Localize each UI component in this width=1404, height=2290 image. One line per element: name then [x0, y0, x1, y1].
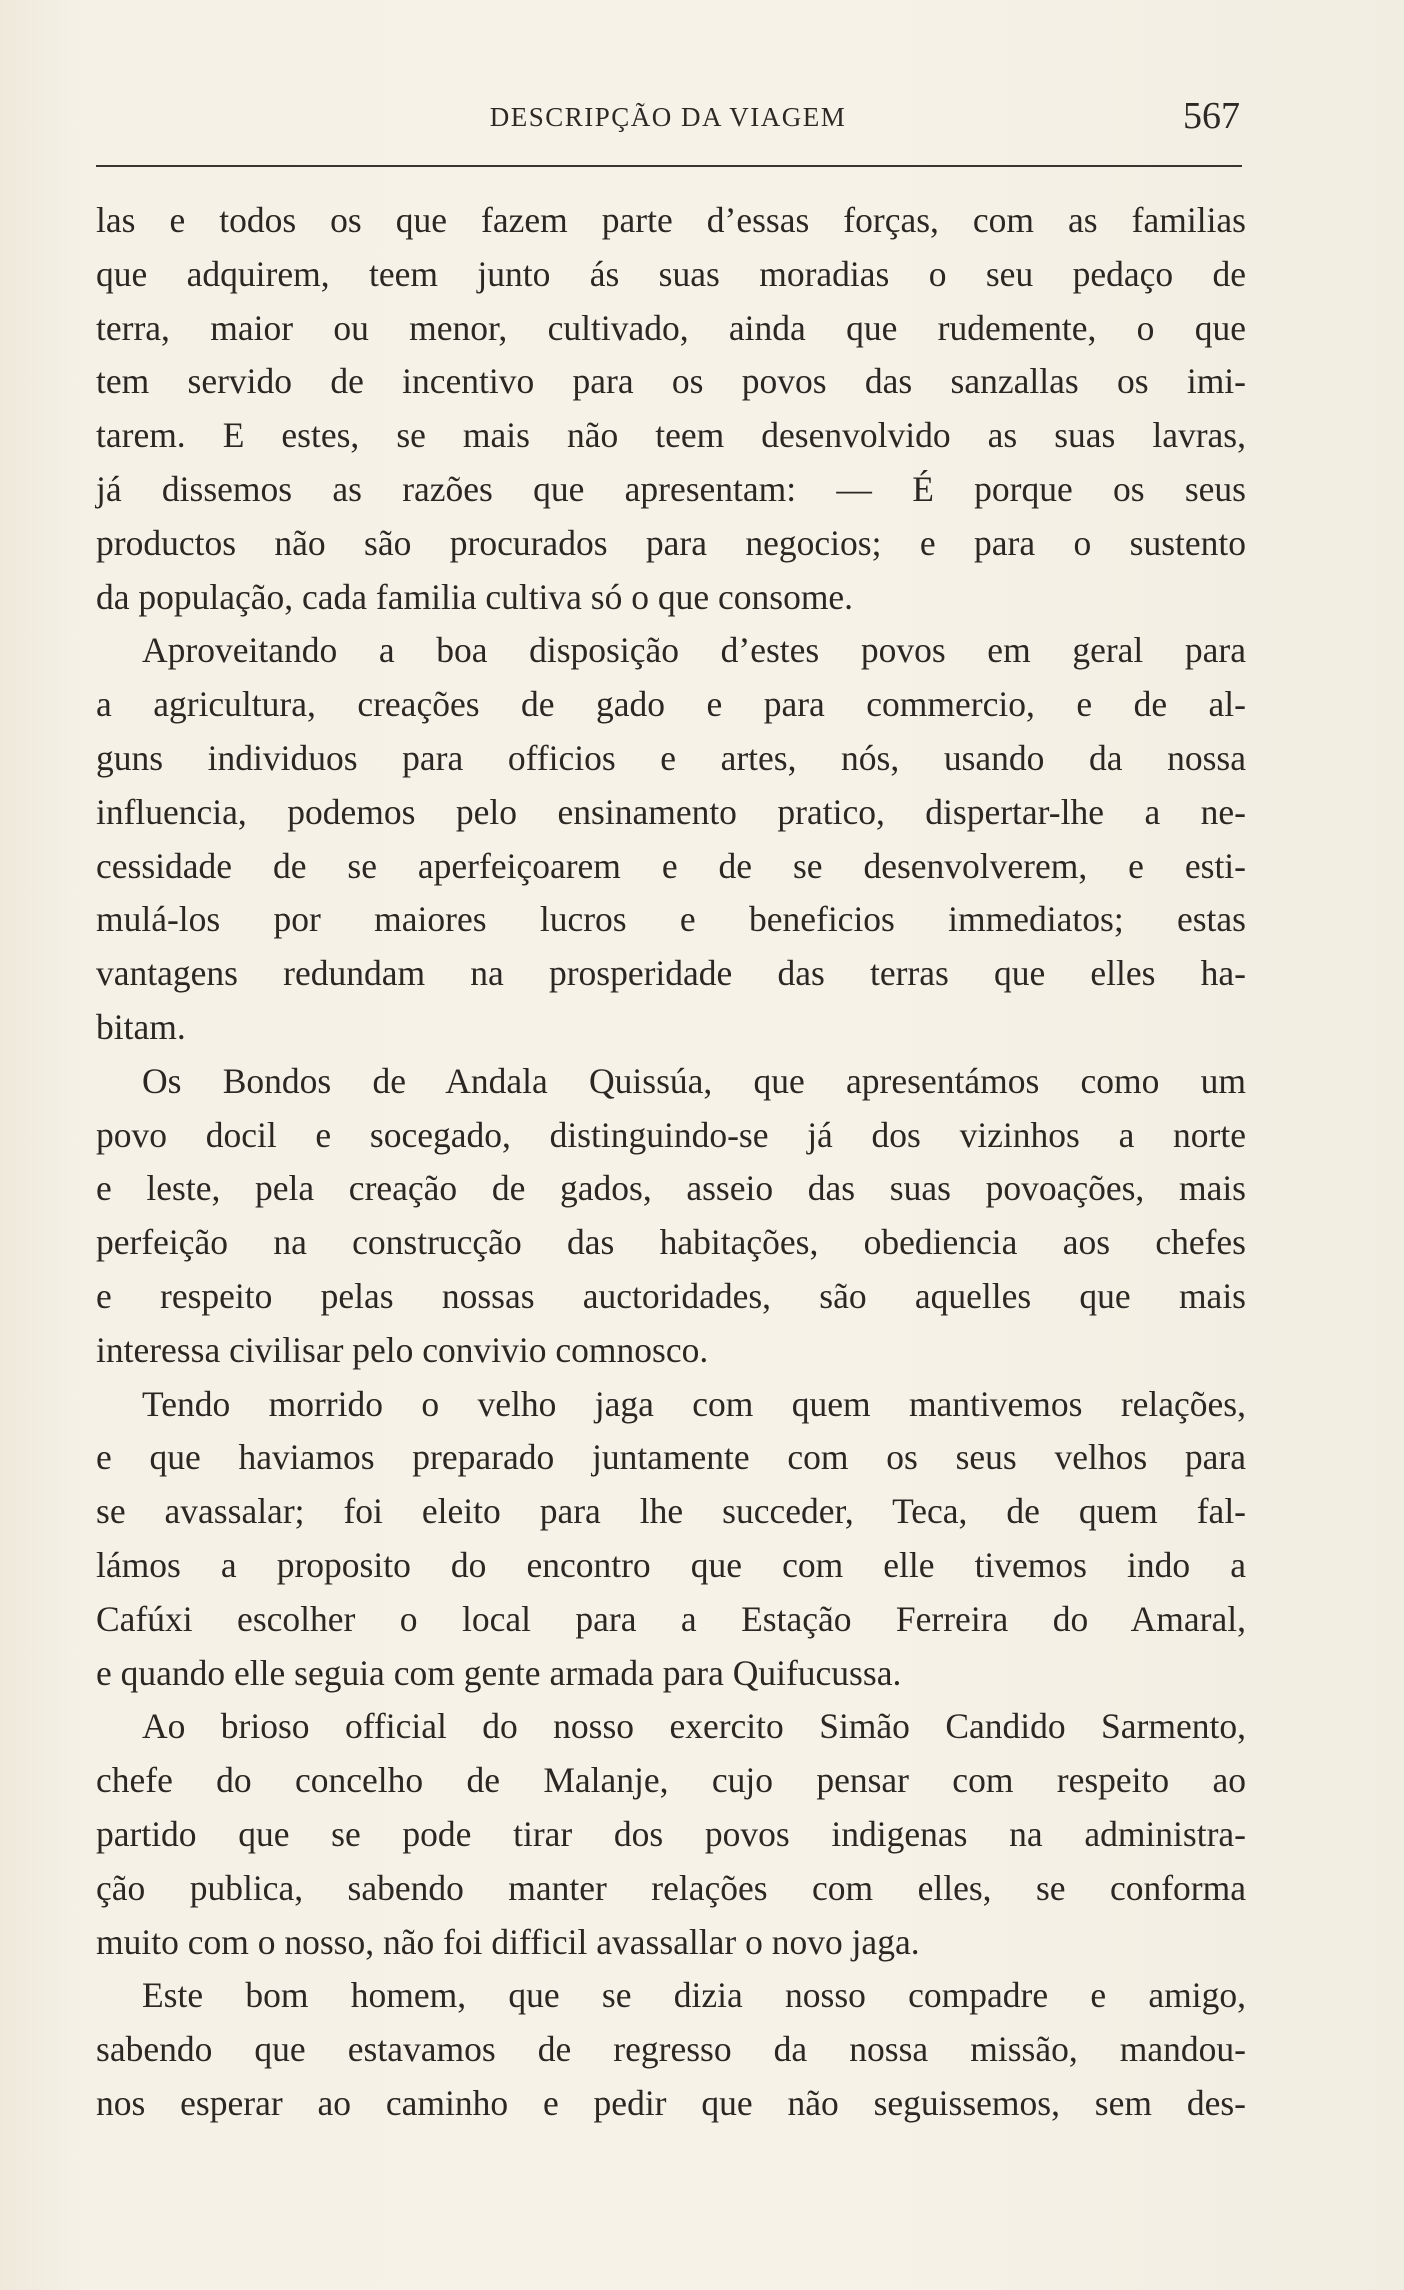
text-line: tarem. E estes, se mais não teem desenvolvido as suas lavras, [96, 415, 1246, 456]
text-line: muito com o nosso, não foi difficil avassallar o novo jaga. [96, 1921, 920, 1962]
text-line: nos esperar ao caminho e pedir que não seguissemos, sem des- [96, 2082, 1246, 2123]
text-line: se avassalar; foi eleito para lhe succeder, Teca, de quem fal- [96, 1491, 1246, 1532]
body-text [96, 194, 1246, 2131]
text-line: mulá-los por maiores lucros e beneficios immediatos; estas [96, 899, 1246, 940]
text-line: Cafúxi escolher o local para a Estação Ferreira do Amaral, [96, 1598, 1246, 1639]
text-line: e que haviamos preparado juntamente com os seus velhos para [96, 1437, 1246, 1478]
text-line: ção publica, sabendo manter relações com elles, se conforma [96, 1867, 1246, 1908]
header-rule [96, 165, 1242, 167]
text-line: las e todos os que fazem parte d’essas forças, com as familias [96, 200, 1246, 240]
page-number: 567 [1183, 95, 1240, 137]
text-line: partido que se pode tirar dos povos indigenas na administra- [96, 1813, 1246, 1854]
text-line: tem servido de incentivo para os povos das sanzallas os imi- [96, 361, 1246, 402]
text-line: Ao brioso official do nosso exercito Simão Candido Sarmento, [142, 1706, 1246, 1747]
running-title: DESCRIPÇÃO DA VIAGEM [489, 102, 847, 132]
text-line: chefe do concelho de Malanje, cujo pensar com respeito ao [96, 1760, 1246, 1801]
text-line: influencia, podemos pelo ensinamento pratico, dispertar-lhe a ne- [96, 791, 1246, 832]
text-line: guns individuos para officios e artes, nós, usando da nossa [96, 737, 1246, 778]
text-line: e leste, pela creação de gados, asseio das suas povoações, mais [96, 1168, 1246, 1209]
text-line: que adquirem, teem junto ás suas moradias o seu pedaço de [96, 253, 1246, 294]
text-line: terra, maior ou menor, cultivado, ainda que rudemente, o que [96, 307, 1246, 348]
text-line: interessa civilisar pelo convivio comnosco. [96, 1329, 709, 1370]
text-line: cessidade de se aperfeiçoarem e de se desenvolverem, e esti- [96, 845, 1246, 886]
text-line: da população, cada familia cultiva só o que consome. [96, 576, 854, 617]
text-line: e respeito pelas nossas auctoridades, são aquelles que mais [96, 1275, 1246, 1316]
text-line: e quando elle seguia com gente armada para Quifucussa. [96, 1652, 902, 1693]
text-line: productos não são procurados para negocios; e para o sustento [96, 522, 1246, 563]
text-line: Aproveitando a boa disposição d’estes povos em geral para [142, 630, 1246, 671]
text-line: já dissemos as razões que apresentam: — É porque os seus [96, 468, 1246, 509]
text-line: Os Bondos de Andala Quissúa, que apresentámos como um [142, 1060, 1246, 1101]
text-line: vantagens redundam na prosperidade das terras que elles ha- [96, 953, 1246, 994]
text-line: a agricultura, creações de gado e para commercio, e de al- [96, 684, 1246, 725]
text-line: Tendo morrido o velho jaga com quem mantivemos relações, [142, 1383, 1246, 1424]
text-line: Este bom homem, que se dizia nosso compadre e amigo, [142, 1975, 1246, 2016]
running-header [96, 94, 1240, 144]
text-line: lámos a proposito do encontro que com elle tivemos indo a [96, 1544, 1246, 1585]
text-line: perfeição na construcção das habitações, obediencia aos chefes [96, 1222, 1246, 1263]
text-line: sabendo que estavamos de regresso da nossa missão, mandou- [96, 2029, 1246, 2070]
text-line: bitam. [96, 1006, 186, 1047]
text-line: povo docil e socegado, distinguindo-se já dos vizinhos a norte [96, 1114, 1246, 1155]
